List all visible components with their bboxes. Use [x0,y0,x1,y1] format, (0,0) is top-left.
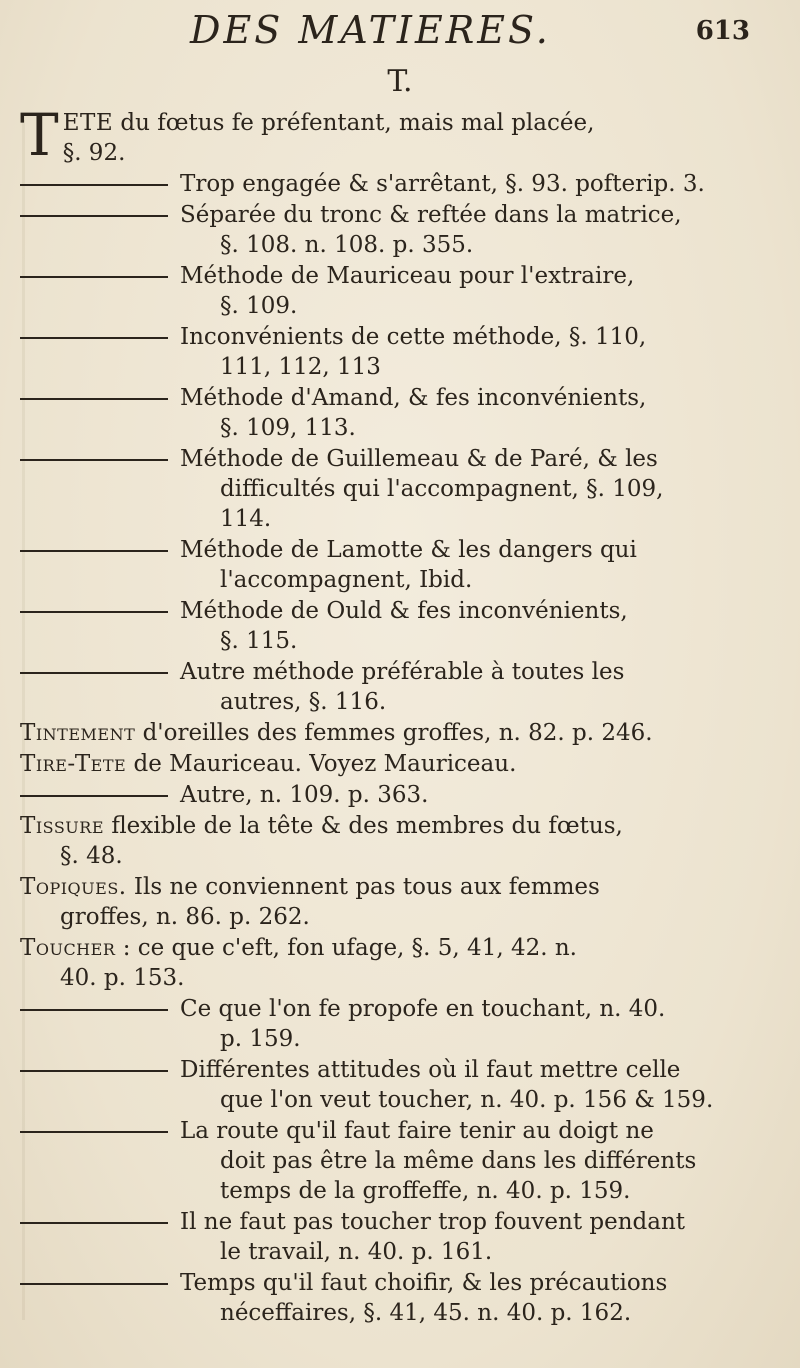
entry-line [180,626,790,656]
entry-line [180,1237,790,1267]
entry-text: Ils ne conviennent pas tous aux femmes [133,874,600,900]
entry-line [20,811,790,841]
entry-line [180,596,790,626]
entry-head: ETE [62,110,114,136]
entry-text: Méthode de Lamotte & les dangers qui [180,537,637,563]
entry-text: Méthode d'Amand, & fes inconvénients, [180,385,647,411]
entry-text: §. 109. [220,293,298,319]
entry-line [180,1024,790,1054]
ditto-dash [20,459,168,461]
entry-text: flexible de la tête & des membres du fœtus, [111,813,623,839]
index-subentry [20,535,790,595]
entry-head: Tire-Tete [20,751,127,777]
index-entry [20,749,790,779]
section-letter: T. [387,64,413,99]
entry-text: Temps qu'il faut choifir, & les précautions [180,1270,668,1296]
entry-text: §. 115. [220,628,298,654]
entry-head: Tintement [20,720,136,746]
entry-line [180,291,790,321]
entry-text: autres, §. 116. [220,689,387,715]
entry-text: §. 108. n. 108. p. 355. [220,232,474,258]
entry-line [180,322,790,352]
page-number: 613 [695,16,750,46]
entry-line [20,902,790,932]
entry-line [180,1176,790,1206]
entry-text: le travail, n. 40. p. 161. [220,1239,493,1265]
entry-line [20,718,790,748]
index-subentry [20,444,790,534]
entry-text: La route qu'il faut faire tenir au doigt ne [180,1118,654,1144]
entry-text: difficultés qui l'accompagnent, §. 109, [220,476,664,502]
entry-line [180,535,790,565]
entry-line [180,1298,790,1328]
entry-text: Inconvénients de cette méthode, §. 110, [180,324,647,350]
index-entry [20,101,790,169]
index-subentry [20,1055,790,1115]
entry-text: Méthode de Ould & fes inconvénients, [180,598,628,624]
ditto-dash [20,215,168,217]
ditto-dash [20,1131,168,1133]
entry-text: d'oreilles des femmes groffes, n. 82. p. 246. [142,720,653,746]
ditto-dash [20,1283,168,1285]
ditto-dash [20,184,168,186]
index-subentry [20,322,790,382]
entry-line [180,687,790,717]
entry-text: Méthode de Mauriceau pour l'extraire, [180,263,635,289]
entry-head: Tissure [20,813,105,839]
index-subentry [20,169,790,199]
entry-line [180,565,790,595]
entry-text: Ce que l'on fe propofe en touchant, n. 40. [180,996,666,1022]
index-subentry [20,596,790,656]
entry-line [180,444,790,474]
entry-line [180,261,790,291]
entry-text: doit pas être la même dans les différents [220,1148,697,1174]
ditto-dash [20,1070,168,1072]
index-subentry [20,780,790,810]
entry-line [20,138,790,168]
entry-text: Trop engagée & s'arrêtant, §. 93. pofterip. 3. [180,171,705,197]
entry-line [180,169,790,199]
entry-line [180,383,790,413]
entry-line [20,963,790,993]
index-subentry [20,1116,790,1206]
entry-line [180,657,790,687]
entry-line [180,1085,790,1115]
entry-text: que l'on veut toucher, n. 40. p. 156 & 159. [220,1087,714,1113]
index-entry [20,872,790,932]
entry-text: du fœtus fe préfentant, mais mal placée, [120,110,595,136]
ditto-dash [20,795,168,797]
entry-line [180,352,790,382]
index-subentry [20,383,790,443]
index-subentry [20,657,790,717]
entry-text: §. 48. [60,843,123,869]
ditto-dash [20,276,168,278]
entry-line [180,1268,790,1298]
entry-text: Autre méthode préférable à toutes les [180,659,625,685]
index-entry [20,811,790,871]
entry-text: 111, 112, 113 [220,354,381,380]
entry-text: Il ne faut pas toucher trop fouvent pendant [180,1209,686,1235]
entry-text: §. 109, 113. [220,415,356,441]
entry-text: 40. p. 153. [60,965,185,991]
entry-line [20,933,790,963]
entry-text: Autre, n. 109. p. 363. [180,782,429,808]
index-subentry [20,1268,790,1328]
entry-text: néceffaires, §. 41, 45. n. 40. p. 162. [220,1300,632,1326]
entry-line [180,1207,790,1237]
entry-text: groffes, n. 86. p. 262. [60,904,310,930]
entry-line [180,230,790,260]
ditto-dash [20,672,168,674]
entry-line [180,1116,790,1146]
drop-cap: T [20,101,59,169]
ditto-dash [20,611,168,613]
entry-text: Différentes attitudes où il faut mettre celle [180,1057,681,1083]
entry-text: de Mauriceau. Voyez Mauriceau. [133,751,517,777]
running-head [0,8,800,52]
entry-text: Méthode de Guillemeau & de Paré, & les [180,446,658,472]
entry-line [20,841,790,871]
entry-text: 114. [220,506,272,532]
index-entry [20,933,790,993]
entry-text: temps de la groffeffe, n. 40. p. 159. [220,1178,631,1204]
ditto-dash [20,550,168,552]
ditto-dash [20,1009,168,1011]
ditto-dash [20,1222,168,1224]
running-title: DES MATIERES. [190,8,551,52]
index-entry [20,718,790,748]
entry-line [180,474,790,504]
entry-line [180,994,790,1024]
entry-line [180,1146,790,1176]
index-subentry [20,994,790,1054]
entry-text: p. 159. [220,1026,301,1052]
entry-head: Topiques. [20,874,127,900]
index-entries [20,101,790,1329]
ditto-dash [20,337,168,339]
index-subentry [20,200,790,260]
entry-text: Séparée du tronc & reftée dans la matrice, [180,202,682,228]
entry-line [20,749,790,779]
entry-text: §. 92. [62,140,126,166]
entry-line [180,504,790,534]
entry-line [180,780,790,810]
ditto-dash [20,398,168,400]
entry-line [180,1055,790,1085]
entry-text: : ce que c'eft, fon ufage, §. 5, 41, 42. n. [122,935,577,961]
entry-line [180,413,790,443]
entry-line [180,200,790,230]
index-subentry [20,261,790,321]
entry-text: l'accompagnent, Ibid. [220,567,473,593]
index-subentry [20,1207,790,1267]
entry-head: Toucher [20,935,116,961]
entry-line [20,872,790,902]
